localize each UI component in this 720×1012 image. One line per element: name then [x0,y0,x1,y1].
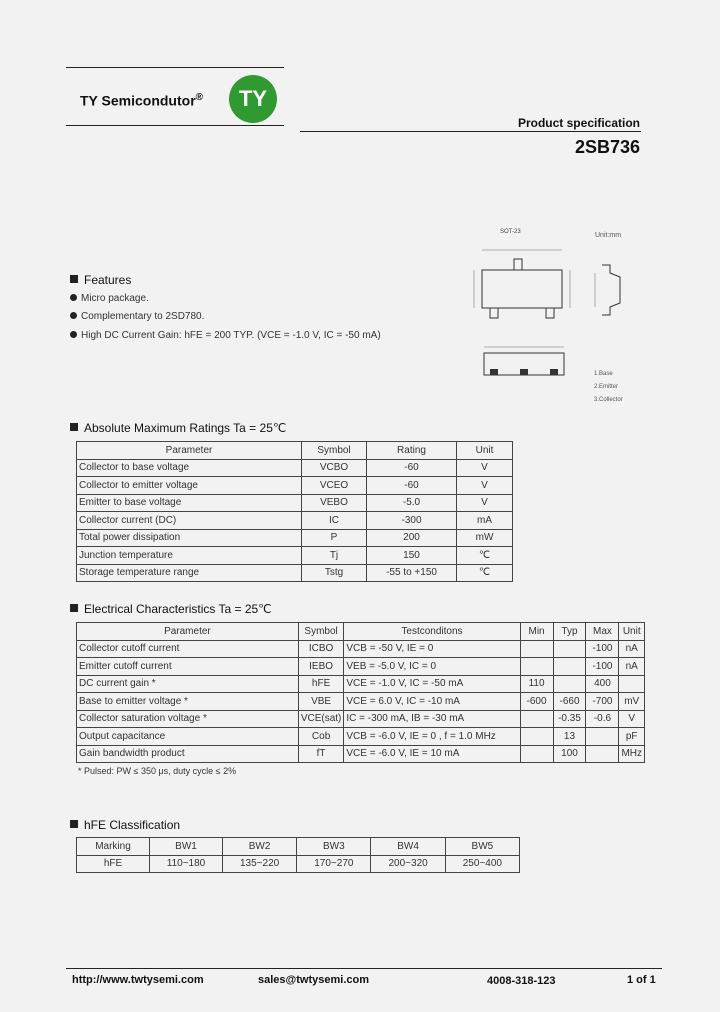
website-link[interactable]: http://www.twtysemi.com [72,974,204,986]
table-row: Gain bandwidth product fT VCE = -6.0 V, IE = 10 mA 100 MHz [77,745,645,763]
feature-item: Complementary to 2SD780. [70,311,204,322]
table-row: hFE 110~180 135~220 170~270 200~320 250~400 [77,855,520,873]
abs-max-heading: Absolute Maximum Ratings Ta = 25℃ [70,421,286,435]
pin-label-1: 1.Base [594,371,613,377]
table-row: Junction temperature Tj 150 ℃ [77,547,513,565]
package-name: SOT-23 [500,229,521,235]
phone-number: 4008-318-123 [487,975,556,987]
square-bullet-icon [70,275,78,283]
table-row: Output capacitance Cob VCB = -6.0 V, IE = 0 , f = 1.0 MHz 13 pF [77,728,645,746]
table-row: Storage temperature range Tstg -55 to +150 ℃ [77,564,513,582]
elec-heading: Electrical Characteristics Ta = 25℃ [70,602,272,616]
square-bullet-icon [70,604,78,612]
table-row: Emitter to base voltage VEBO -5.0 V [77,494,513,512]
pin-label-3: 3.Collector [594,397,623,403]
abs-max-table: Parameter Symbol Rating Unit Collector to base voltage VCBO -60 V Collector to emitter voltage VCEO -60 V Emitter to base voltage VEBO -5.0 V Collector current (DC) IC -300 mA Total power dissipation P 200 mW Junction temperature Tj 150 ℃ Storage temperature range Tstg -55 to +150 ℃ [76,441,513,582]
bullet-icon [70,294,77,301]
pulsed-note: * Pulsed: PW ≤ 350 μs, duty cycle ≤ 2% [78,766,237,776]
table-row: Collector saturation voltage * VCE(sat) IC = -300 mA, IB = -30 mA -0.35 -0.6 V [77,710,645,728]
ty-logo: TY [229,75,277,123]
table-row: Emitter cutoff current IEBO VEB = -5.0 V, IC = 0 -100 nA [77,658,645,676]
table-row: Collector to emitter voltage VCEO -60 V [77,477,513,495]
square-bullet-icon [70,820,78,828]
features-heading: Features [70,273,131,287]
hfe-heading: hFE Classification [70,818,180,832]
feature-item: High DC Current Gain: hFE = 200 TYP. (VCE = -1.0 V, IC = -50 mA) [70,330,381,341]
unit-label: Unit:mm [595,232,622,239]
table-row: Base to emitter voltage * VBE VCE = 6.0 V, IC = -10 mA -600 -660 -700 mV [77,693,645,711]
product-spec-label: Product specification [517,116,640,130]
feature-item: Micro package. [70,293,149,304]
table-row: Collector current (DC) IC -300 mA [77,512,513,530]
pin-label-2: 2.Emitter [594,384,619,390]
email-link[interactable]: sales@twtysemi.com [258,974,369,986]
bullet-icon [70,331,77,338]
package-drawing [470,225,650,410]
square-bullet-icon [70,423,78,431]
table-row: Total power dissipation P 200 mW [77,529,513,547]
elec-table: Parameter Symbol Testconditons Min Typ Max Unit Collector cutoff current ICBO VCB = -50 V, IE = 0 -100 nA Emitter cutoff current IEBO VEB = -5.0 V, IC = 0 -100 nA DC current gain * hFE VCE = -1.0 V, IC = -50 mA 110 400 Base to emitter voltage * VBE VCE = 6.0 V, IC = -10 mA -600 -660 -700 mV Collector saturation voltage * VCE(sat) IC = -300 mA, IB = -30 mA -0.35 -0.6 V Output capacitance Cob VCB = -6.0 V, IE = 0 , f = 1.0 MHz 13 pF Gain bandwidth product fT VCE = -6.0 V, IE = 10 mA 100 MHz [76,622,645,763]
table-row: Collector to base voltage VCBO -60 V [77,459,513,477]
brand-name: TY Semicondutor® [80,92,204,109]
page-number: 1 of 1 [627,974,656,986]
hfe-table: Marking BW1 BW2 BW3 BW4 BW5 hFE 110~180 135~220 170~270 200~320 250~400 [76,837,520,873]
bullet-icon [70,312,77,319]
part-number: 2SB736 [574,137,640,157]
table-row: DC current gain * hFE VCE = -1.0 V, IC = -50 mA 110 400 [77,675,645,693]
table-row: Collector cutoff current ICBO VCB = -50 V, IE = 0 -100 nA [77,640,645,658]
